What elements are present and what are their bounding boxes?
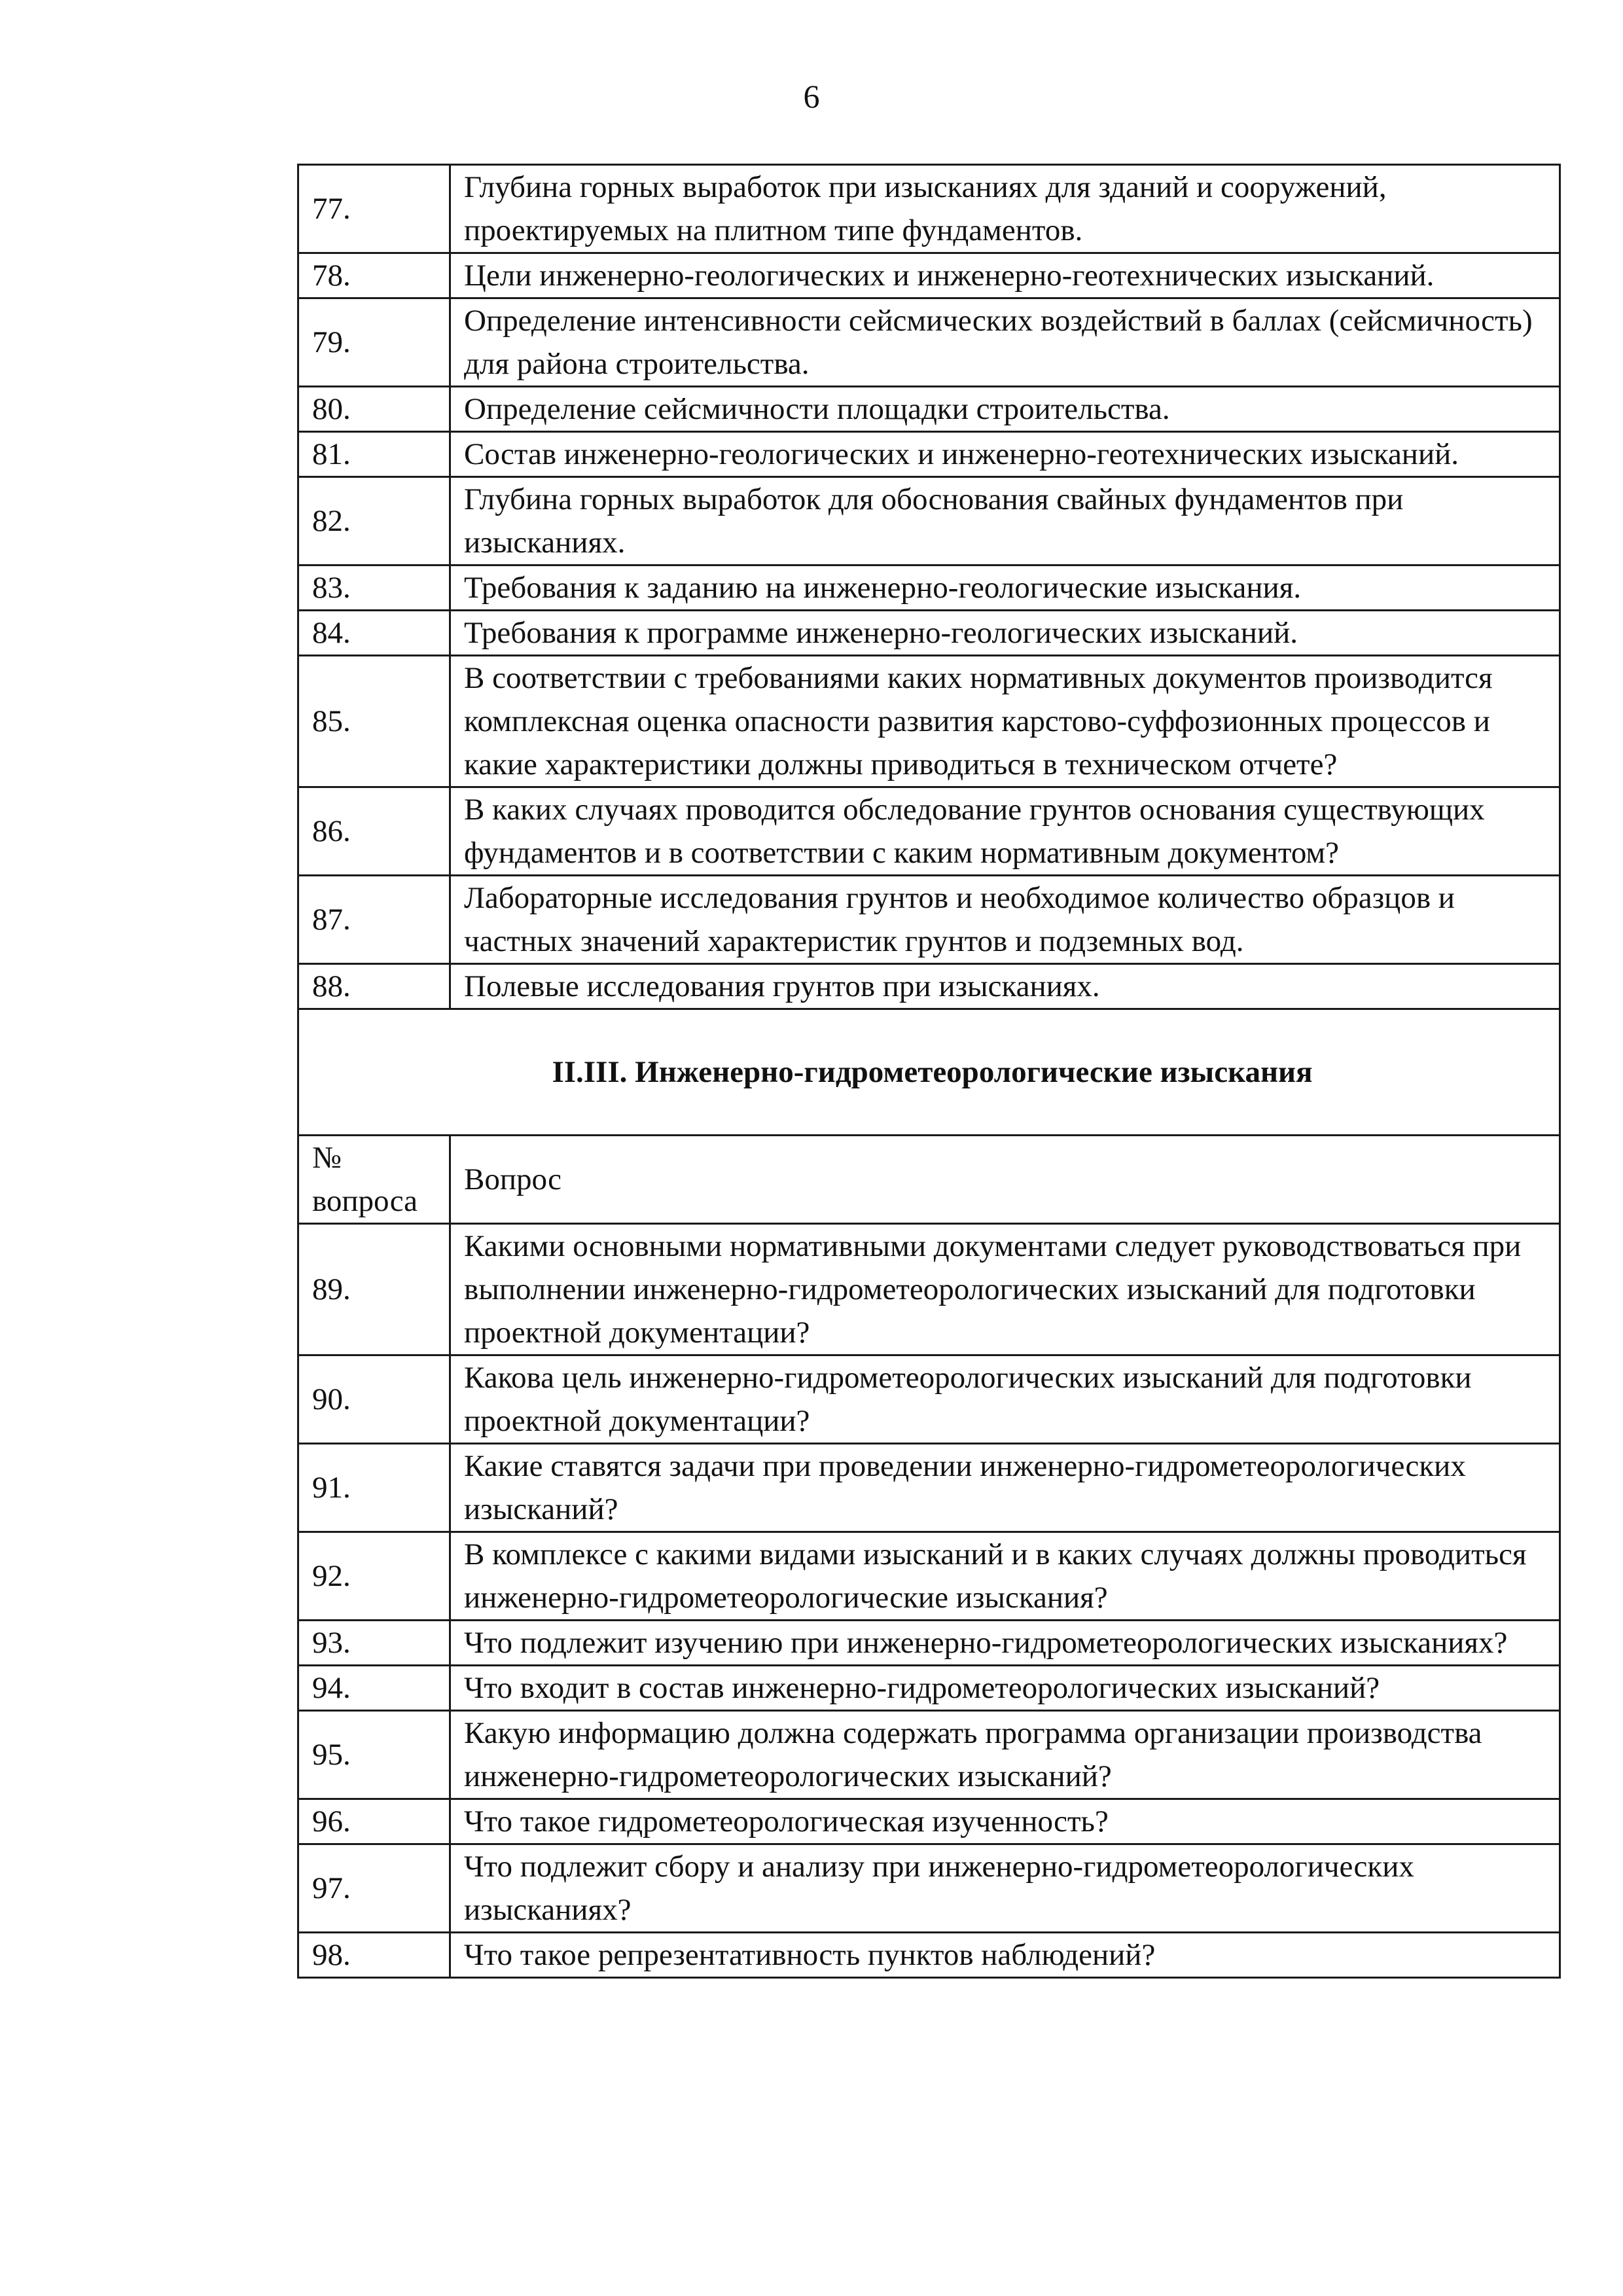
column-header-question: Вопрос	[450, 1136, 1560, 1224]
question-number: 77.	[298, 165, 450, 253]
question-number: 86.	[298, 787, 450, 876]
table-row	[298, 787, 1560, 876]
question-text: Определение интенсивности сейсмических воздействий в баллах (сейсмичность) для района строительства.	[450, 298, 1560, 387]
questions-table	[297, 164, 1561, 1979]
question-number: 92.	[298, 1532, 450, 1621]
table-row	[298, 611, 1560, 656]
header-row	[298, 1136, 1560, 1224]
section-row	[298, 1009, 1560, 1136]
question-number: 83.	[298, 565, 450, 611]
table-row	[298, 1666, 1560, 1711]
question-number: 95.	[298, 1711, 450, 1799]
question-number: 80.	[298, 387, 450, 432]
table-row	[298, 656, 1560, 787]
question-text: Какова цель инженерно-гидрометеорологических изысканий для подготовки проектной документации?	[450, 1355, 1560, 1444]
question-number: 84.	[298, 611, 450, 656]
questions-part2	[298, 1224, 1560, 1978]
table-row	[298, 1355, 1560, 1444]
number-sign: №	[312, 1141, 342, 1175]
question-text: Определение сейсмичности площадки строительства.	[450, 387, 1560, 432]
question-text: В каких случаях проводится обследование грунтов основания существующих фундаментов и в соответствии с каким нормативным документом?	[450, 787, 1560, 876]
question-text: Что входит в состав инженерно-гидрометеорологических изысканий?	[450, 1666, 1560, 1711]
question-text: Какие ставятся задачи при проведении инженерно-гидрометеорологических изысканий?	[450, 1444, 1560, 1532]
table-row	[298, 964, 1560, 1009]
question-number: 78.	[298, 253, 450, 298]
question-text: Что подлежит изучению при инженерно-гидрометеорологических изысканиях?	[450, 1621, 1560, 1666]
question-text: В комплексе с какими видами изысканий и в каких случаях должны проводиться инженерно-гидрометеорологические изыскания?	[450, 1532, 1560, 1621]
question-text: Что подлежит сбору и анализу при инженерно-гидрометеорологических изысканиях?	[450, 1844, 1560, 1933]
table-row	[298, 432, 1560, 477]
questions-part1	[298, 165, 1560, 1009]
question-text: Что такое репрезентативность пунктов наблюдений?	[450, 1933, 1560, 1978]
question-text: Требования к заданию на инженерно-геологические изыскания.	[450, 565, 1560, 611]
table-row	[298, 1799, 1560, 1844]
question-text: Требования к программе инженерно-геологических изысканий.	[450, 611, 1560, 656]
question-text: Состав инженерно-геологических и инженерно-геотехнических изысканий.	[450, 432, 1560, 477]
table-row	[298, 876, 1560, 964]
question-number: 85.	[298, 656, 450, 787]
table-row	[298, 1711, 1560, 1799]
question-number: 96.	[298, 1799, 450, 1844]
question-number: 82.	[298, 477, 450, 565]
question-text: Цели инженерно-геологических и инженерно-геотехнических изысканий.	[450, 253, 1560, 298]
question-text: Полевые исследования грунтов при изысканиях.	[450, 964, 1560, 1009]
question-number: 91.	[298, 1444, 450, 1532]
question-number: 93.	[298, 1621, 450, 1666]
question-number: 79.	[298, 298, 450, 387]
table-row	[298, 1933, 1560, 1978]
number-word: вопроса	[312, 1184, 418, 1218]
question-text: Глубина горных выработок при изысканиях для зданий и сооружений, проектируемых на плитном типе фундаментов.	[450, 165, 1560, 253]
question-text: Что такое гидрометеорологическая изученность?	[450, 1799, 1560, 1844]
question-number: 87.	[298, 876, 450, 964]
question-text: Какую информацию должна содержать программа организации производства инженерно-гидрометеорологических изысканий?	[450, 1711, 1560, 1799]
question-text: Лабораторные исследования грунтов и необходимое количество образцов и частных значений характеристик грунтов и подземных вод.	[450, 876, 1560, 964]
column-header-number	[298, 1136, 450, 1224]
question-number: 90.	[298, 1355, 450, 1444]
question-number: 94.	[298, 1666, 450, 1711]
table-row	[298, 477, 1560, 565]
question-number: 98.	[298, 1933, 450, 1978]
question-number: 89.	[298, 1224, 450, 1355]
question-number: 88.	[298, 964, 450, 1009]
table-row	[298, 1844, 1560, 1933]
table-row	[298, 565, 1560, 611]
table-row	[298, 1224, 1560, 1355]
table-row	[298, 165, 1560, 253]
page-number: 6	[803, 78, 820, 115]
table-row	[298, 253, 1560, 298]
question-text: В соответствии с требованиями каких нормативных документов производится комплексная оценка опасности развития карстово-суффозионных процессов и какие характеристики должны приводиться в техническом отчете?	[450, 656, 1560, 787]
table-row	[298, 1444, 1560, 1532]
question-text: Глубина горных выработок для обоснования свайных фундаментов при изысканиях.	[450, 477, 1560, 565]
question-number: 97.	[298, 1844, 450, 1933]
section-title: II.III. Инженерно-гидрометеорологические изыскания	[298, 1009, 1560, 1136]
table-row	[298, 387, 1560, 432]
table-row	[298, 298, 1560, 387]
question-text: Какими основными нормативными документами следует руководствоваться при выполнении инженерно-гидрометеорологических изысканий для подготовки проектной документации?	[450, 1224, 1560, 1355]
table-row	[298, 1621, 1560, 1666]
table-row	[298, 1532, 1560, 1621]
section-block	[298, 1009, 1560, 1224]
question-number: 81.	[298, 432, 450, 477]
